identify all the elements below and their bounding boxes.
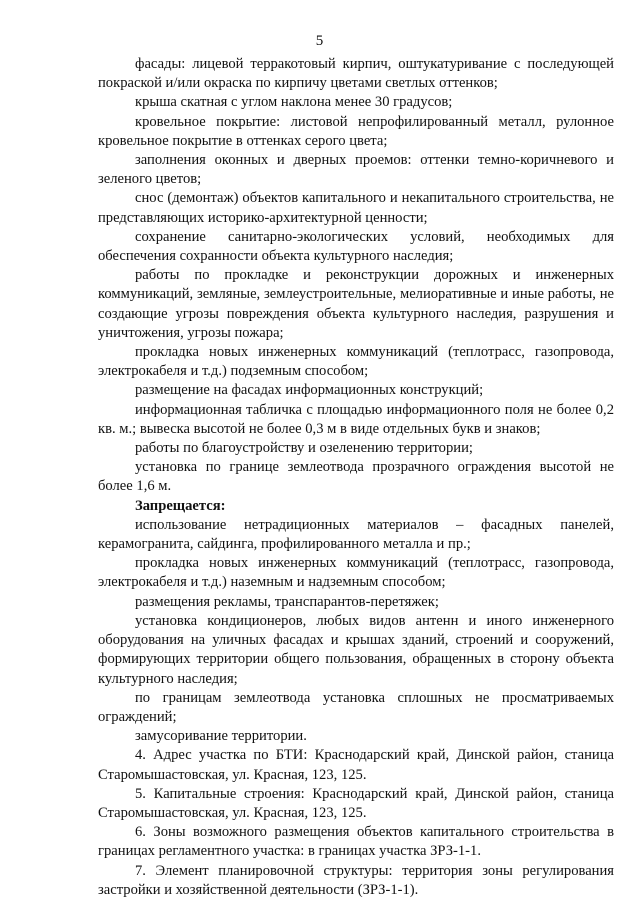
paragraph-road-works: работы по прокладке и реконструкции дорожных и инженерных коммуникаций, земляные, землеустроительные, мелиоративные и иные работы, не создающие угрозы повреждения объекта культурного наследия, разрушения и уничтожения, угрозы пожара; [98, 267, 614, 341]
paragraph-item-5-buildings: 5. Капитальные строения: Краснодарский край, Динской район, станица Старомышастовская, ул. Красная, 123, 125. [98, 785, 614, 821]
paragraph-roof-covering: кровельное покрытие: листовой непрофилированный металл, рулонное кровельное покрытие в оттенках серого цвета; [98, 113, 614, 149]
paragraph-overground-utilities: прокладка новых инженерных коммуникаций (теплотрасс, газопровода, электрокабеля и т.д.) наземным и надземным способом; [98, 555, 614, 591]
paragraph-facades: фасады: лицевой терракотовый кирпич, оштукатуривание с последующей покраской и/или окраска по кирпичу цветами светлых оттенков; [98, 56, 614, 92]
paragraph-info-structures: размещение на фасадах информационных конструкций; [135, 382, 484, 399]
paragraph-solid-fences: по границам землеотвода установка сплошных не просматриваемых ограждений; [98, 689, 614, 725]
document-body [98, 55, 614, 900]
paragraph-item-4-address: 4. Адрес участка по БТИ: Краснодарский край, Динской район, станица Старомышастовская, ул. Красная, 123, 125. [98, 747, 614, 783]
paragraph-landscaping: работы по благоустройству и озеленению территории; [135, 440, 473, 457]
paragraph-underground-utilities: прокладка новых инженерных коммуникаций (теплотрасс, газопровода, электрокабеля и т.д.) подземным способом; [98, 344, 614, 380]
paragraph-info-plate: информационная табличка с площадью информационного поля не более 0,2 кв. м.; вывеска высотой не более 0,3 м в виде отдельных букв и знаков; [98, 401, 614, 437]
paragraph-roof: крыша скатная с углом наклона менее 30 градусов; [135, 94, 453, 111]
page-number: 5 [315, 33, 324, 49]
paragraph-item-6-zones: 6. Зоны возможного размещения объектов капитального строительства в границах регламентного участка: в границах участка ЗРЗ-1-1. [98, 824, 614, 860]
paragraph-littering: замусоривание территории. [135, 728, 307, 745]
heading-prohibited: Запрещается: [135, 497, 226, 514]
paragraph-openings: заполнения оконных и дверных проемов: оттенки темно-коричневого и зеленого цветов; [98, 152, 614, 188]
paragraph-demolition: снос (демонтаж) объектов капитального и некапитального строительства, не представляющих историко-архитектурной ценности; [98, 190, 614, 226]
paragraph-item-7-planning: 7. Элемент планировочной структуры: территория зоны регулирования застройки и хозяйственной деятельности (ЗРЗ-1-1). [98, 862, 614, 898]
paragraph-air-conditioners: установка кондиционеров, любых видов антенн и иного инженерного оборудования на уличных фасадах и крышах зданий, строений и сооружений, формирующих территории общего пользования, обращенных в сторону объекта культурного наследия; [98, 612, 614, 687]
paragraph-fence: установка по границе землеотвода прозрачного ограждения высотой не более 1,6 м. [98, 459, 614, 495]
paragraph-sanitary: сохранение санитарно-экологических условий, необходимых для обеспечения сохранности объекта культурного наследия; [98, 228, 614, 265]
paragraph-materials: использование нетрадиционных материалов – фасадных панелей, керамогранита, сайдинга, профилированного металла и пр.; [98, 516, 614, 553]
paragraph-advertising: размещения рекламы, транспарантов-перетяжек; [135, 593, 439, 610]
